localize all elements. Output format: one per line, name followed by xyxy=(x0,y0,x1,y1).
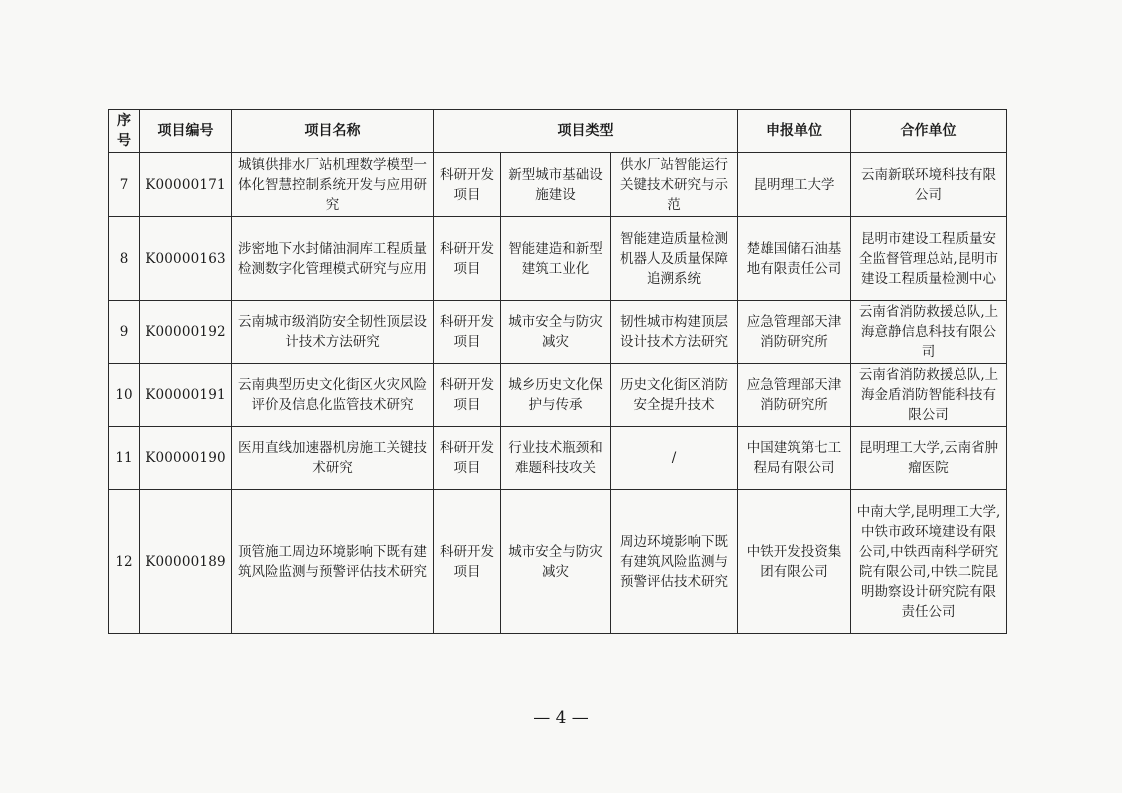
table-row xyxy=(109,490,1007,634)
row-type-field: 城市安全与防灾减灾 xyxy=(501,301,611,364)
row-type-topic: 周边环境影响下既有建筑风险监测与预警评估技术研究 xyxy=(611,490,738,634)
table-row xyxy=(109,153,1007,217)
row-type-topic: 智能建造质量检测机器人及质量保障追溯系统 xyxy=(611,217,738,301)
row-type-field: 城乡历史文化保护与传承 xyxy=(501,364,611,427)
row-code: K00000171 xyxy=(140,153,232,217)
header-name: 项目名称 xyxy=(232,110,434,153)
row-type-category: 科研开发项目 xyxy=(434,364,501,427)
page-number: — 4 — xyxy=(533,708,589,728)
row-type-category: 科研开发项目 xyxy=(434,217,501,301)
header-type: 项目类型 xyxy=(434,110,738,153)
header-applicant: 申报单位 xyxy=(738,110,851,153)
table-row xyxy=(109,427,1007,490)
row-type-topic: / xyxy=(611,427,738,490)
row-type-field: 城市安全与防灾减灾 xyxy=(501,490,611,634)
table-row xyxy=(109,217,1007,301)
row-partner: 云南省消防救援总队,上海金盾消防智能科技有限公司 xyxy=(851,364,1007,427)
row-code: K00000190 xyxy=(140,427,232,490)
row-applicant: 昆明理工大学 xyxy=(738,153,851,217)
row-code: K00000189 xyxy=(140,490,232,634)
row-code: K00000163 xyxy=(140,217,232,301)
row-partner: 云南省消防救援总队,上海意静信息科技有限公司 xyxy=(851,301,1007,364)
table-header-row xyxy=(109,110,1007,153)
row-seq: 7 xyxy=(109,153,140,217)
row-type-field: 新型城市基础设施建设 xyxy=(501,153,611,217)
row-applicant: 应急管理部天津消防研究所 xyxy=(738,301,851,364)
row-type-field: 智能建造和新型建筑工业化 xyxy=(501,217,611,301)
row-partner: 云南新联环境科技有限公司 xyxy=(851,153,1007,217)
row-type-category: 科研开发项目 xyxy=(434,490,501,634)
row-applicant: 应急管理部天津消防研究所 xyxy=(738,364,851,427)
project-table xyxy=(108,109,1007,634)
row-type-topic: 历史文化街区消防安全提升技术 xyxy=(611,364,738,427)
row-type-category: 科研开发项目 xyxy=(434,153,501,217)
table-row xyxy=(109,364,1007,427)
row-type-topic: 韧性城市构建顶层设计技术方法研究 xyxy=(611,301,738,364)
row-seq: 8 xyxy=(109,217,140,301)
row-code: K00000191 xyxy=(140,364,232,427)
header-seq: 序号 xyxy=(109,110,140,153)
row-type-category: 科研开发项目 xyxy=(434,427,501,490)
row-partner: 昆明理工大学,云南省肿瘤医院 xyxy=(851,427,1007,490)
row-seq: 12 xyxy=(109,490,140,634)
row-name: 医用直线加速器机房施工关键技术研究 xyxy=(232,427,434,490)
header-code: 项目编号 xyxy=(140,110,232,153)
row-applicant: 中铁开发投资集团有限公司 xyxy=(738,490,851,634)
row-partner: 昆明市建设工程质量安全监督管理总站,昆明市建设工程质量检测中心 xyxy=(851,217,1007,301)
row-applicant: 楚雄国储石油基地有限责任公司 xyxy=(738,217,851,301)
row-name: 城镇供排水厂站机理数学模型一体化智慧控制系统开发与应用研究 xyxy=(232,153,434,217)
row-code: K00000192 xyxy=(140,301,232,364)
row-type-topic: 供水厂站智能运行关键技术研究与示范 xyxy=(611,153,738,217)
row-name: 云南典型历史文化街区火灾风险评价及信息化监管技术研究 xyxy=(232,364,434,427)
row-seq: 11 xyxy=(109,427,140,490)
table-row xyxy=(109,301,1007,364)
row-type-field: 行业技术瓶颈和难题科技攻关 xyxy=(501,427,611,490)
row-type-category: 科研开发项目 xyxy=(434,301,501,364)
row-name: 涉密地下水封储油洞库工程质量检测数字化管理模式研究与应用 xyxy=(232,217,434,301)
header-partner: 合作单位 xyxy=(851,110,1007,153)
row-seq: 9 xyxy=(109,301,140,364)
row-seq: 10 xyxy=(109,364,140,427)
row-name: 云南城市级消防安全韧性顶层设计技术方法研究 xyxy=(232,301,434,364)
row-applicant: 中国建筑第七工程局有限公司 xyxy=(738,427,851,490)
row-name: 顶管施工周边环境影响下既有建筑风险监测与预警评估技术研究 xyxy=(232,490,434,634)
row-partner: 中南大学,昆明理工大学,中铁市政环境建设有限公司,中铁西南科学研究院有限公司,中铁二院昆明勘察设计研究院有限责任公司 xyxy=(851,490,1007,634)
